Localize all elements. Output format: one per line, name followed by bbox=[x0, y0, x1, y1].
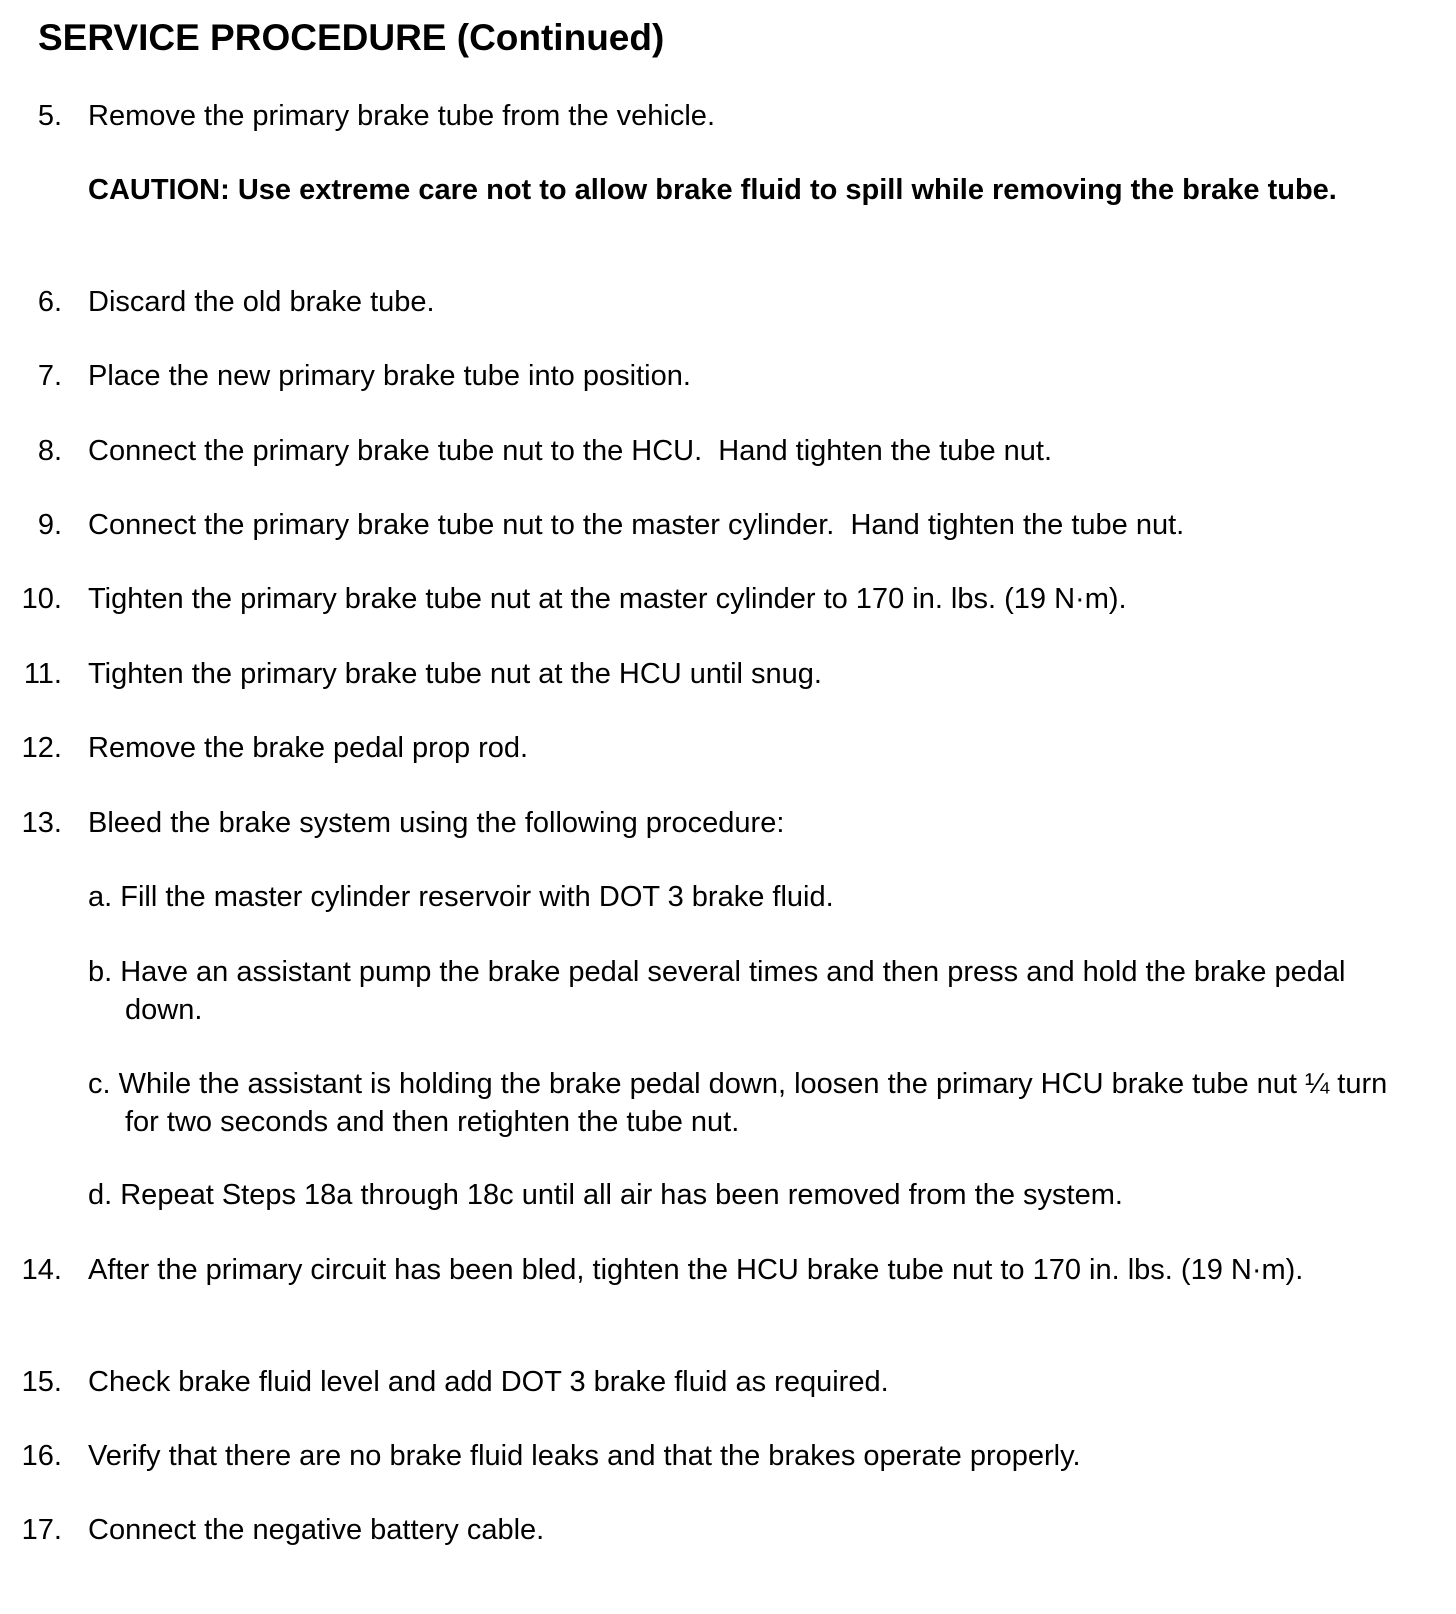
step-number: 11. bbox=[23, 658, 62, 690]
step-text: Check brake fluid level and add DOT 3 brake fluid as required. bbox=[88, 1366, 889, 1398]
step-number: 16. bbox=[21, 1440, 62, 1472]
step-number: 9. bbox=[37, 509, 62, 541]
step-number: 17. bbox=[21, 1514, 62, 1546]
step-text: Connect the primary brake tube nut to the master cylinder. Hand tighten the tube nut. bbox=[88, 509, 1185, 541]
section-heading: SERVICE PROCEDURE (Continued) bbox=[38, 17, 665, 58]
substep-c: c. While the assistant is holding the brake pedal down, loosen the primary HCU brake tube nut ¼ turn for two seconds and then retighten the tube nut. bbox=[88, 1068, 1388, 1138]
step-text: Verify that there are no brake fluid leaks and that the brakes operate properly. bbox=[88, 1440, 1081, 1472]
step-number: 10. bbox=[21, 583, 62, 615]
step-text: Place the new primary brake tube into position. bbox=[88, 360, 691, 392]
substep-b: b. Have an assistant pump the brake pedal several times and then press and hold the brake pedal down. bbox=[88, 956, 1346, 1026]
step-text: Tighten the primary brake tube nut at the master cylinder to 170 in. lbs. (19 N·m). bbox=[88, 583, 1127, 615]
step-number: 13. bbox=[21, 807, 62, 839]
step-text: After the primary circuit has been bled, tighten the HCU brake tube nut to 170 in. lbs. (19 N·m). bbox=[88, 1254, 1304, 1286]
step-text: Bleed the brake system using the following procedure: bbox=[88, 807, 785, 839]
step-number: 5. bbox=[37, 100, 62, 132]
step-number: 8. bbox=[37, 435, 62, 467]
step-number: 7. bbox=[37, 360, 62, 392]
step-number: 6. bbox=[37, 286, 62, 318]
step-number: 15. bbox=[21, 1366, 62, 1398]
step-text: Connect the negative battery cable. bbox=[88, 1514, 545, 1546]
step-number: 14. bbox=[21, 1254, 62, 1286]
step-text: Connect the primary brake tube nut to the HCU. Hand tighten the tube nut. bbox=[88, 435, 1053, 467]
substep-d: d. Repeat Steps 18a through 18c until all air has been removed from the system. bbox=[88, 1179, 1123, 1211]
substep-a: a. Fill the master cylinder reservoir with DOT 3 brake fluid. bbox=[88, 881, 834, 913]
step-text: Remove the primary brake tube from the vehicle. bbox=[88, 100, 715, 132]
step-text: Remove the brake pedal prop rod. bbox=[88, 732, 529, 764]
step-number: 12. bbox=[21, 732, 62, 764]
step-text: Tighten the primary brake tube nut at the HCU until snug. bbox=[88, 658, 822, 690]
caution-note: CAUTION: Use extreme care not to allow brake fluid to spill while removing the brake tube. bbox=[88, 174, 1337, 206]
step-text: Discard the old brake tube. bbox=[88, 286, 435, 318]
